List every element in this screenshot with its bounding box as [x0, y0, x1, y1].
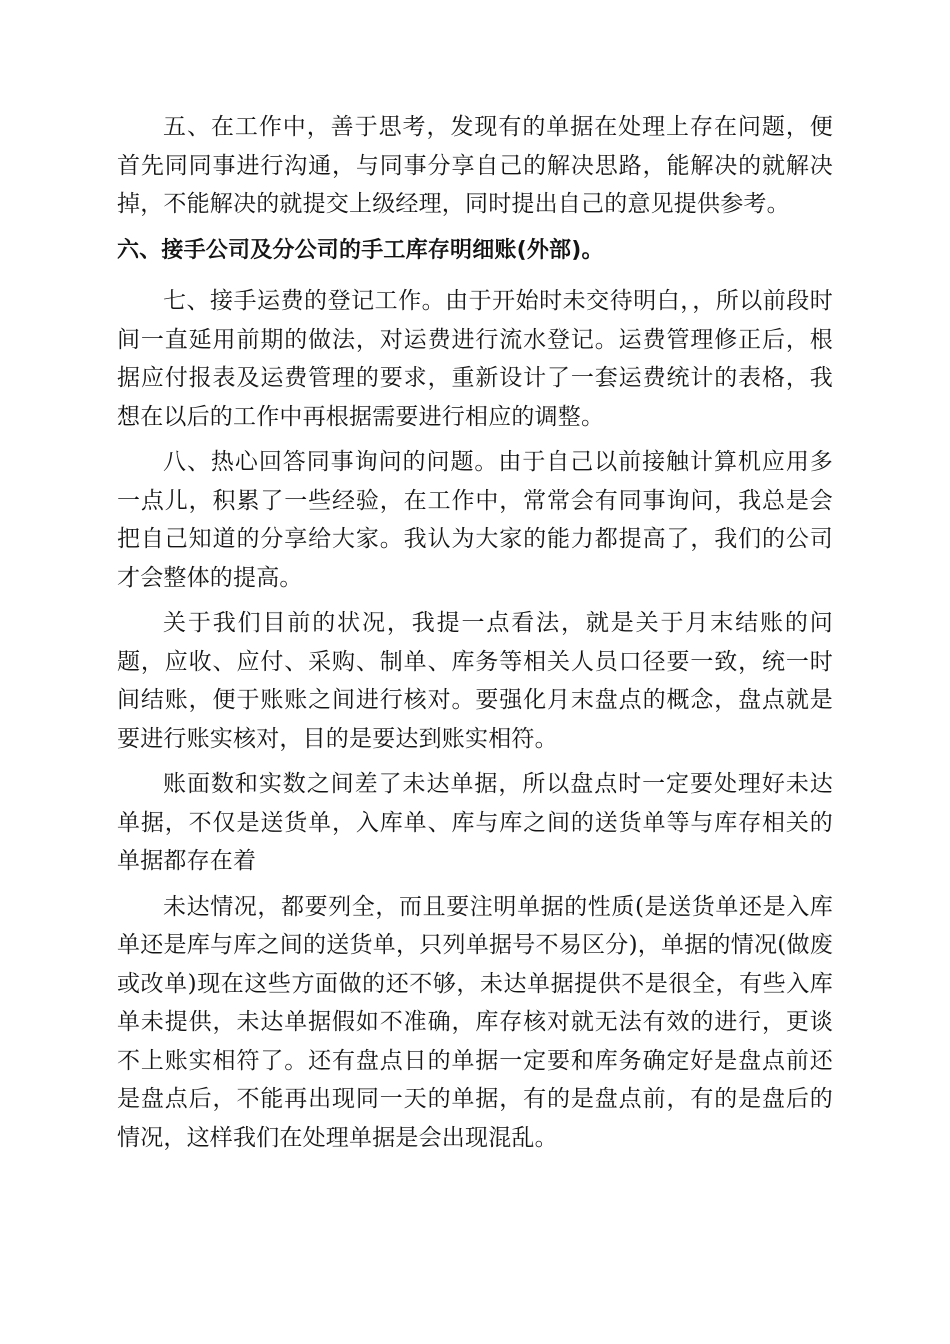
paragraph-8: 八、热心回答同事询问的问题。由于自己以前接触计算机应用多一点儿，积累了一些经验，在工作中，常常会有同事询问，我总是会把自己知道的分享给大家。我认为大家的能力都提高了，我们的公司才会整体的提高。	[117, 449, 833, 591]
paragraph-unreached-status: 未达情况，都要列全，而且要注明单据的性质(是送货单还是入库单还是库与库之间的送货单，只列单据号不易区分)，单据的情况(做废或改单)现在这些方面做的还不够，未达单据提供不是很全，有些入库单未提供，未达单据假如不准确，库存核对就无法有效的进行，更谈不上账实相符了。还有盘点日的单据一定要和库务确定好是盘点前还是盘点后，不能再出现同一天的单据，有的是盘点前，有的是盘后的情况，这样我们在处理单据是会出现混乱。	[117, 893, 833, 1151]
paragraph-unreached-documents: 账面数和实数之间差了未达单据，所以盘点时一定要处理好未达单据，不仅是送货单，入库单、库与库之间的送货单等与库存相关的单据都存在着	[117, 771, 833, 874]
paragraph-month-end-closing: 关于我们目前的状况，我提一点看法，就是关于月末结账的问题，应收、应付、采购、制单、库务等相关人员口径要一致，统一时间结账，便于账账之间进行核对。要强化月末盘点的概念，盘点就是要进行账实核对，目的是要达到账实相符。	[117, 610, 833, 752]
paragraph-7: 七、接手运费的登记工作。由于开始时未交待明白，，所以前段时间一直延用前期的做法，对运费进行流水登记。运费管理修正后，根据应付报表及运费管理的要求，重新设计了一套运费统计的表格，我想在以后的工作中再根据需要进行相应的调整。	[117, 288, 833, 430]
document-body	[117, 108, 833, 1164]
paragraph-6-heading: 六、接手公司及分公司的手工库存明细账(外部)。	[117, 237, 604, 263]
paragraph-5: 五、在工作中，善于思考，发现有的单据在处理上存在问题，便首先同同事进行沟通，与同事分享自己的解决思路，能解决的就解决掉，不能解决的就提交上级经理，同时提出自己的意见提供参考。	[117, 114, 833, 217]
